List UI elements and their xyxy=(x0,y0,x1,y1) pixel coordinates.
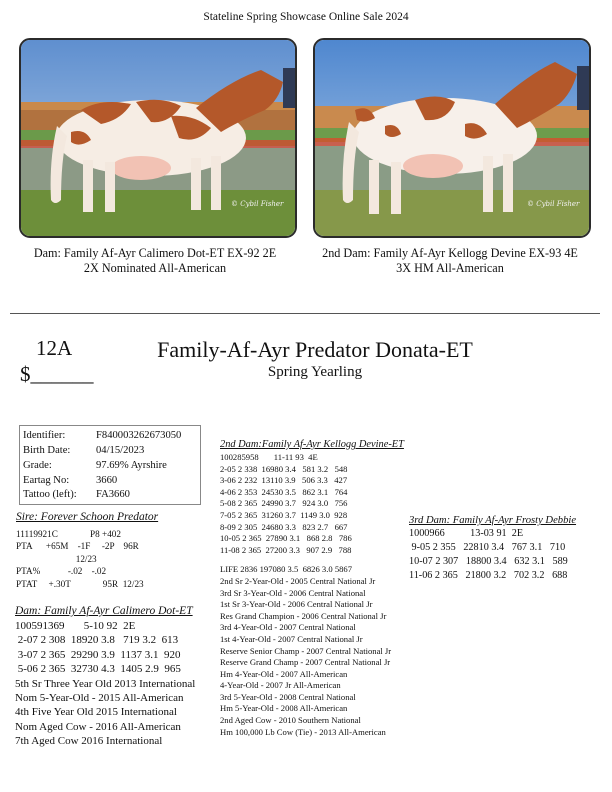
sire-title: Sire: Forever Schoon Predator xyxy=(16,511,159,523)
second-dam-photo-caption xyxy=(302,246,598,276)
divider xyxy=(10,313,600,314)
dam-cow-image xyxy=(21,40,295,236)
second-dam-cow-image xyxy=(315,40,589,236)
id-value: 97.69% Ayrshire xyxy=(96,460,167,471)
second-dam-line: 10-05 2 365 27890 3.1 868 2.8 786 xyxy=(220,533,352,544)
third-dam-title: 3rd Dam: Family Af-Ayr Frosty Debbie xyxy=(409,515,577,526)
dam-line: 100591369 5-10 92 2E xyxy=(15,620,136,632)
sire-line: PTAT +.30T 95R 12/23 xyxy=(16,578,144,589)
second-dam-life: LIFE 2836 197080 3.5 6826 3.0 5867 xyxy=(220,564,353,575)
sale-title: Stateline Spring Showcase Online Sale 2024 xyxy=(203,11,409,23)
second-dam-award: 1st Sr 3-Year-Old - 2006 Central National Jr xyxy=(220,599,373,610)
photo-watermark: © Cybil Fisher xyxy=(231,200,284,208)
id-label: Identifier: xyxy=(23,430,66,441)
second-dam-award: Res Grand Champion - 2006 Central National Jr xyxy=(220,610,387,621)
sire-section xyxy=(16,511,206,590)
second-dam-award: 3rd 5-Year-Old - 2008 Central National xyxy=(220,691,356,702)
second-dam-line: 3-06 2 232 13110 3.9 506 3.3 427 xyxy=(220,475,348,486)
id-label: Grade: xyxy=(23,460,52,471)
second-dam-award: 2nd Sr 2-Year-Old - 2005 Central National Jr xyxy=(220,575,376,586)
id-label: Birth Date: xyxy=(23,445,71,456)
second-dam-line: 5-08 2 365 24990 3.7 924 3.0 756 xyxy=(220,498,348,509)
second-dam-award: Reserve Senior Champ - 2007 Central National Jr xyxy=(220,645,392,656)
third-dam-line: 11-06 2 365 21800 3.2 702 3.2 688 xyxy=(409,570,568,581)
dam-caption-line2: 2X Nominated All-American xyxy=(83,261,227,275)
third-dam-line: 9-05 2 355 22810 3.4 767 3.1 710 xyxy=(409,542,566,553)
second-dam-line: 100285958 11-11 93 4E xyxy=(220,452,318,462)
third-dam-section xyxy=(409,515,607,583)
second-dam-award: Hm 100,000 Lb Cow (Tie) - 2013 All-American xyxy=(220,726,386,737)
dam-line: Nom 5-Year-Old - 2015 All-American xyxy=(15,692,184,705)
second-dam-line: 4-06 2 353 24530 3.5 862 3.1 764 xyxy=(220,486,348,497)
dam-section xyxy=(15,605,220,749)
price-field: $______ xyxy=(20,362,94,386)
second-dam-section xyxy=(220,439,420,738)
dam-photo-caption xyxy=(7,246,303,276)
id-label: Tattoo (left): xyxy=(23,489,77,500)
second-dam-award: 3rd Sr 3-Year-Old - 2006 Central National xyxy=(220,587,366,598)
dam-line: 4th Five Year Old 2015 International xyxy=(15,706,177,719)
second-dam-line: 7-05 2 365 31260 3.7 1149 3.0 928 xyxy=(220,509,348,520)
third-dam-line: 1000966 13-03 91 2E xyxy=(409,528,524,539)
sire-line: 12/23 xyxy=(16,553,97,564)
id-label: Eartag No: xyxy=(23,475,70,486)
dam-line: Nom Aged Cow - 2016 All-American xyxy=(15,720,181,733)
second-dam-award: 2nd Aged Cow - 2010 Southern National xyxy=(220,715,361,726)
second-dam-line: 2-05 2 338 16980 3.4 581 3.2 548 xyxy=(220,463,348,474)
id-value: 04/15/2023 xyxy=(96,445,145,456)
second-dam-award: Hm 4-Year-Old - 2007 All-American xyxy=(220,668,348,679)
second-dam-line: 11-08 2 365 27200 3.3 907 2.9 788 xyxy=(220,544,352,555)
sire-line: PTA% -.02 -.02 xyxy=(16,566,107,577)
identification-box xyxy=(19,425,201,505)
dam-line: 7th Aged Cow 2016 International xyxy=(15,735,163,748)
second-dam-award: 3rd 4-Year-Old - 2007 Central National xyxy=(220,622,356,633)
second-dam-award: Hm 5-Year-Old - 2008 All-American xyxy=(220,703,348,714)
id-value: 3660 xyxy=(96,475,118,486)
dam-title: Dam: Family Af-Ayr Calimero Dot-ET xyxy=(15,605,193,617)
second-dam-award: Reserve Grand Champ - 2007 Central National Jr xyxy=(220,657,391,668)
dam-caption-line1: Dam: Family Af-Ayr Calimero Dot-ET EX-92 2E xyxy=(33,246,277,260)
second-dam-caption-line2: 3X HM All-American xyxy=(396,261,504,275)
dam-line: 3-07 2 365 29290 3.9 1137 3.1 920 xyxy=(15,648,181,661)
second-dam-photo xyxy=(313,38,591,238)
third-dam-line: 10-07 2 307 18800 3.4 632 3.1 589 xyxy=(409,556,568,567)
dam-line: 5-06 2 365 32730 4.3 1405 2.9 965 xyxy=(15,663,181,676)
second-dam-caption-line1: 2nd Dam: Family Af-Ayr Kellogg Devine EX-93 4E xyxy=(322,246,578,260)
second-dam-award: 4-Year-Old - 2007 Jr All-American xyxy=(220,680,341,691)
id-value: FA3660 xyxy=(96,489,130,500)
second-dam-line: 8-09 2 305 24680 3.3 823 2.7 667 xyxy=(220,521,348,532)
sire-line: PTA +65M -1F -2P 96R xyxy=(16,541,139,552)
second-dam-award: 1st 4-Year-Old - 2007 Central National Jr xyxy=(220,633,363,644)
photo-watermark: © Cybil Fisher xyxy=(527,200,580,208)
sire-line: 11119921C P8 +402 xyxy=(16,529,121,539)
id-value: F840003262673050 xyxy=(96,430,182,441)
dam-photo xyxy=(19,38,297,238)
lot-number: 12A xyxy=(36,336,73,360)
cow-class: Spring Yearling xyxy=(267,364,363,380)
cow-name: Family-Af-Ayr Predator Donata-ET xyxy=(157,337,473,362)
dam-line: 5th Sr Three Year Old 2013 International xyxy=(15,677,196,690)
second-dam-title: 2nd Dam:Family Af-Ayr Kellogg Devine-ET xyxy=(220,439,404,450)
dam-line: 2-07 2 308 18920 3.8 719 3.2 613 xyxy=(15,634,179,647)
